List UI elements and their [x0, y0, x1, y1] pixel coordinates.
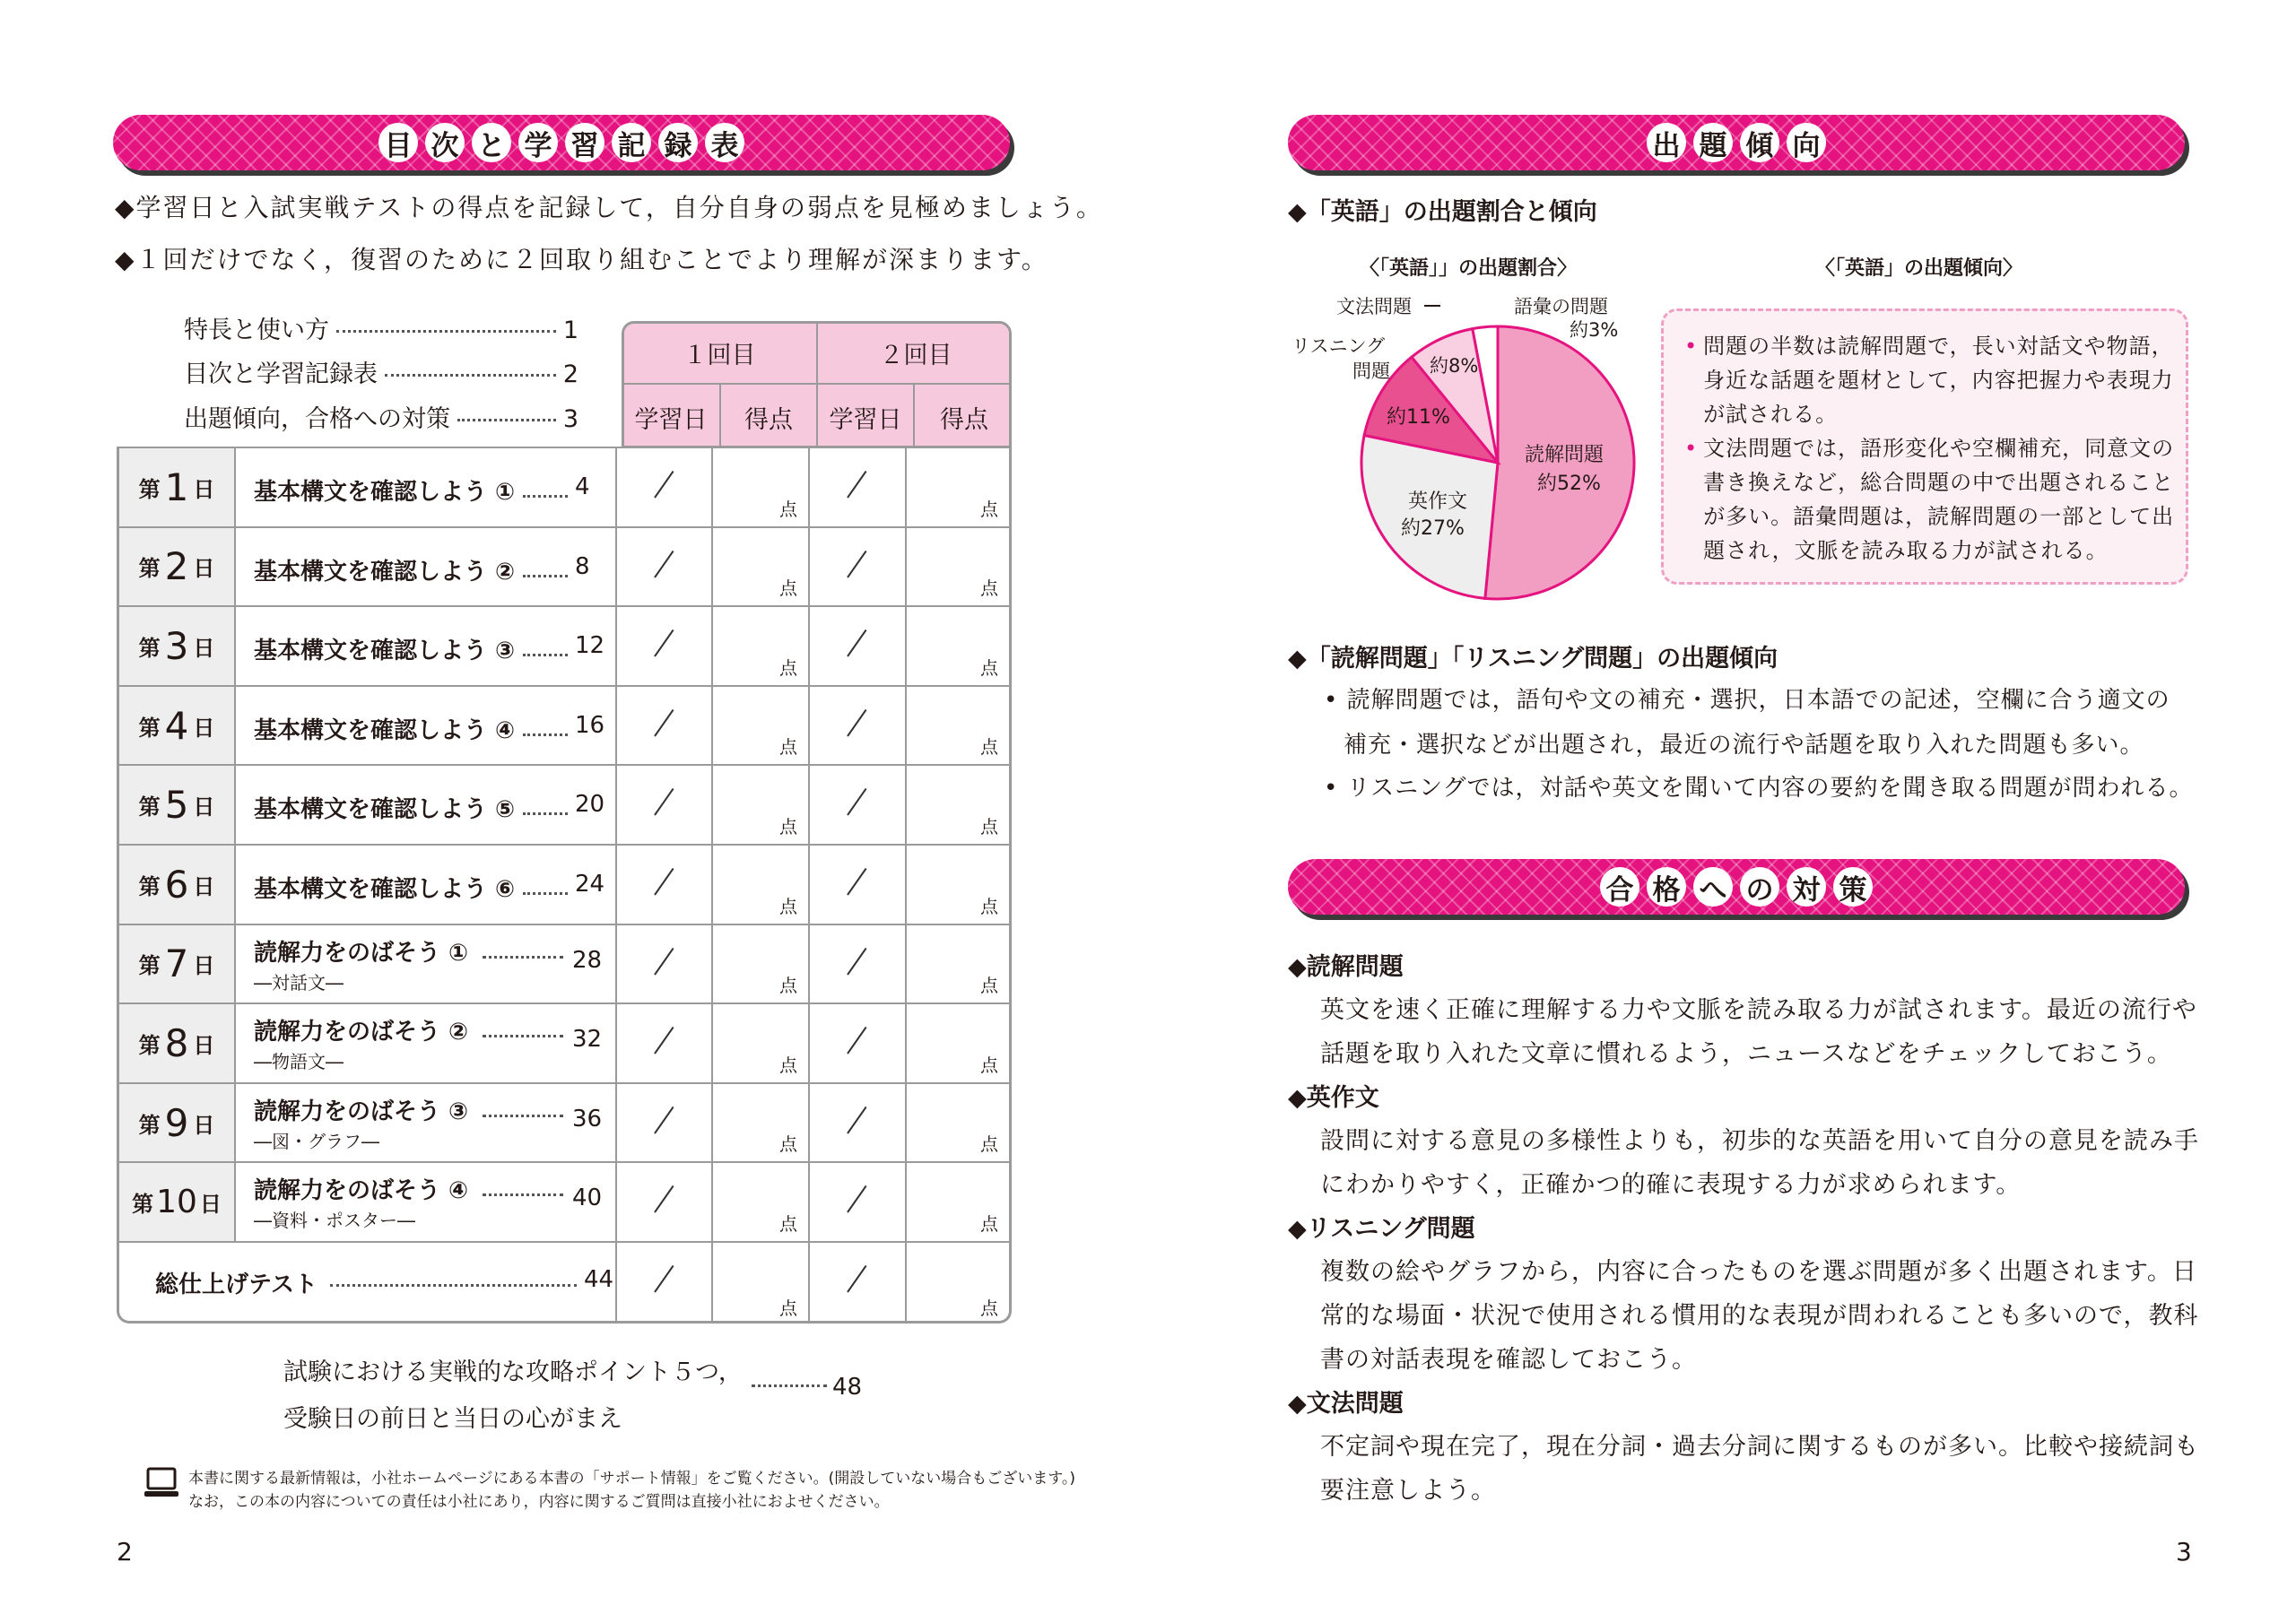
measure-heading: ◆文法問題 [1288, 1390, 1404, 1418]
trend-line: が試される。 [1703, 402, 1839, 427]
score-cell[interactable] [905, 607, 1009, 685]
date-slash [847, 788, 866, 816]
table-row [119, 1084, 1009, 1164]
day-label: 第 10 日 [119, 1163, 236, 1241]
day-label: 第 1 日 [119, 448, 236, 526]
banner-char: 策 [1833, 867, 1873, 907]
support-note-line-2: なお，この本の内容についての責任は小社にあり，内容に関するご質問は直接小社におよせください。 [188, 1493, 890, 1511]
date-slash [654, 1185, 674, 1213]
trend-line: • 文法問題では，語形変化や空欄補充，同意文の [1684, 436, 2175, 461]
table-row [119, 1163, 1009, 1243]
extra-item: 試験における実戦的な攻略ポイント５つ， 受験日の前日と当日の心がまえ 48 [283, 1358, 863, 1433]
measure-text: 書の対話表現を確認しておこう。 [1320, 1346, 1697, 1374]
date-cell[interactable] [808, 687, 905, 765]
trend-line: 身近な話題を題材として，内容把握力や表現力 [1703, 368, 2174, 393]
date-slash [847, 709, 866, 737]
score-unit: 点 [980, 895, 998, 917]
banner-char: 表 [705, 123, 744, 162]
round2-date-header: 学習日 [816, 383, 915, 448]
date-cell[interactable] [808, 1243, 905, 1324]
lesson-title: 読解力をのばそう ② ―物語文― 32 [254, 1019, 603, 1073]
date-cell[interactable] [808, 925, 905, 1003]
score-cell[interactable] [905, 1243, 1009, 1324]
score-unit: 点 [980, 1054, 998, 1076]
pie-label-grammar: 文法問題 [1336, 296, 1412, 317]
banner-char: 対 [1787, 867, 1826, 907]
score-unit: 点 [779, 815, 797, 838]
lesson-title: 読解力をのばそう ① ―対話文― 28 [254, 939, 603, 994]
section2-title: ◆「読解問題」「リスニング問題」の出題傾向 [1288, 645, 1779, 673]
pie-label-composition: 英作文 [1408, 490, 1468, 513]
date-slash [847, 629, 866, 657]
date-cell[interactable] [615, 1084, 712, 1162]
table-row-final: 総仕上げテスト 44 点 点 [119, 1243, 1009, 1324]
trend-line: 題され，文脈を読み取る力が試される。 [1703, 538, 2109, 563]
score-cell[interactable] [711, 687, 808, 765]
section2-line: • リスニングでは，対話や英文を聞いて内容の要約を聞き取る問題が問われる。 [1324, 775, 2194, 802]
lesson-title: 読解力をのばそう ④ ―資料・ポスター― 40 [254, 1177, 603, 1232]
table-row [119, 607, 1009, 687]
lesson-title: 基本構文を確認しよう ① 4 [254, 473, 590, 506]
score-unit: 点 [779, 656, 797, 679]
banner-char: 記 [612, 123, 651, 162]
score-cell[interactable] [711, 1004, 808, 1082]
date-cell[interactable] [615, 766, 712, 844]
date-slash [847, 471, 866, 499]
banner-char: 習 [565, 123, 604, 162]
trend-banner [1288, 115, 2185, 170]
score-unit: 点 [980, 498, 998, 520]
pie-label-reading: 読解問題 [1525, 444, 1605, 466]
toc-banner [113, 115, 1010, 170]
score-unit: 点 [980, 577, 998, 600]
pie-title: 〈「英語」」の出題割合〉 [1360, 257, 1578, 280]
score-unit: 点 [980, 1212, 998, 1235]
day-label: 第 5 日 [119, 766, 236, 844]
score-cell[interactable] [711, 1084, 808, 1162]
pie-label-listening-2: 問題 [1352, 360, 1390, 382]
score-cell[interactable] [905, 448, 1009, 526]
pie-label-listening: リスニング [1292, 335, 1386, 357]
score-unit: 点 [779, 577, 797, 600]
date-slash [654, 1107, 674, 1134]
banner-char: 目 [378, 123, 418, 162]
computer-icon [144, 1465, 179, 1501]
measure-heading: ◆英作文 [1288, 1084, 1379, 1112]
date-slash [654, 1265, 674, 1293]
section1-title: ◆「英語」の出題割合と傾向 [1288, 198, 1597, 226]
pie-label-grammar-pct: 約8% [1430, 355, 1479, 377]
front-matter-item: 特長と使い方 1 [184, 317, 578, 344]
round2-header: ２回目 [816, 322, 1012, 385]
score-unit: 点 [779, 1133, 797, 1156]
lesson-title: 基本構文を確認しよう ④ 16 [254, 711, 605, 744]
score-unit: 点 [779, 1054, 797, 1076]
day-label: 第 6 日 [119, 846, 236, 924]
lead-line-2: ◆１回だけでなく，復習のために２回取り組むことでより理解が深まります。 [115, 245, 1048, 274]
round1-score-header: 得点 [719, 383, 818, 448]
table-row [119, 528, 1009, 608]
score-cell[interactable] [711, 846, 808, 924]
banner-char: 格 [1647, 867, 1686, 907]
date-slash [847, 868, 866, 896]
measure-text: 設問に対する意見の多様性よりも，初歩的な英語を用いて自分の意見を読み手 [1320, 1127, 2199, 1155]
score-unit: 点 [980, 975, 998, 997]
score-cell[interactable] [905, 687, 1009, 765]
date-slash [847, 1027, 866, 1055]
date-slash [654, 1027, 674, 1055]
banner-char: と [472, 123, 511, 162]
bullet-dot: • [1684, 436, 1699, 461]
table-row [119, 448, 1009, 528]
date-slash [654, 551, 674, 578]
date-cell[interactable] [808, 607, 905, 685]
date-cell[interactable] [808, 528, 905, 606]
pie-label-composition-pct: 約27% [1401, 517, 1465, 540]
score-unit: 点 [779, 895, 797, 917]
score-cell[interactable] [905, 766, 1009, 844]
banner-char: 録 [658, 123, 698, 162]
score-unit: 点 [779, 1212, 797, 1235]
lead-line-1: ◆学習日と入試実戦テストの得点を記録して，自分自身の弱点を見極めましょう。 [115, 193, 1103, 222]
banner-char: の [1740, 867, 1779, 907]
banner-char: 題 [1693, 123, 1733, 162]
trend-line: • 問題の半数は読解問題で，長い対話文や物語， [1684, 334, 2174, 359]
banner-char: 出 [1647, 123, 1686, 162]
date-slash [847, 551, 866, 578]
score-unit: 点 [779, 736, 797, 759]
record-table [117, 447, 1012, 1324]
score-cell[interactable] [711, 766, 808, 844]
round1-date-header: 学習日 [622, 383, 721, 448]
score-cell[interactable] [711, 448, 808, 526]
score-cell[interactable] [905, 1163, 1009, 1241]
date-slash [654, 709, 674, 737]
bullet-dot: • [1684, 334, 1699, 359]
date-cell[interactable] [808, 448, 905, 526]
page-number-right: 3 [2176, 1537, 2192, 1567]
measure-heading: ◆リスニング問題 [1288, 1215, 1475, 1243]
trend-line: が多い。語彙問題は，読解問題の一部として出 [1703, 504, 2175, 529]
score-unit: 点 [980, 736, 998, 759]
date-slash [847, 1107, 866, 1134]
lesson-title: 読解力をのばそう ③ ―図・グラフ― 36 [254, 1098, 603, 1152]
date-slash [847, 1185, 866, 1213]
measure-text: にわかりやすく，正確かつ的確に表現する力が求められます。 [1320, 1171, 2022, 1199]
score-unit: 点 [779, 975, 797, 997]
date-cell[interactable] [808, 1004, 905, 1082]
score-cell[interactable] [905, 925, 1009, 1003]
pie-label-vocab: 語彙の問題 [1514, 296, 1608, 317]
date-cell[interactable] [615, 528, 712, 606]
date-cell[interactable] [615, 1004, 712, 1082]
date-slash [654, 948, 674, 976]
pie-label-vocab-pct: 約3% [1570, 319, 1619, 341]
trend-line: 書き換えなど，総合問題の中で出題されること [1703, 470, 2175, 495]
date-slash [847, 948, 866, 976]
date-cell[interactable] [808, 766, 905, 844]
score-cell[interactable] [711, 925, 808, 1003]
lesson-title: 基本構文を確認しよう ③ 12 [254, 632, 605, 665]
measure-text: 複数の絵やグラフから，内容に合ったものを選ぶ問題が多く出題されます。日 [1320, 1258, 2197, 1286]
day-label: 第 3 日 [119, 607, 236, 685]
banner-char: へ [1693, 867, 1733, 907]
support-note-line-1: 本書に関する最新情報は，小社ホームページにある本書の「サポート情報」をご覧ください。(開設していない場合もございます。) [188, 1470, 1076, 1488]
table-row [119, 687, 1009, 767]
date-slash [847, 1265, 866, 1293]
banner-char: 向 [1787, 123, 1826, 162]
score-unit: 点 [980, 815, 998, 838]
score-cell[interactable] [905, 528, 1009, 606]
measure-text: 英文を速く正確に理解する力や文脈を読み取る力が試されます。最近の流行や [1320, 996, 2197, 1024]
table-row [119, 1004, 1009, 1084]
banner-char: 学 [518, 123, 558, 162]
measure-text: 話題を取り入れた文章に慣れるよう，ニュースなどをチェックしておこう。 [1320, 1040, 2172, 1068]
page-number-left: 2 [117, 1537, 133, 1567]
table-row [119, 766, 1009, 846]
score-cell[interactable] [711, 1243, 808, 1324]
day-label: 第 7 日 [119, 925, 236, 1003]
date-slash [654, 629, 674, 657]
lesson-title: 基本構文を確認しよう ⑤ 20 [254, 791, 605, 824]
measure-heading: ◆読解問題 [1288, 953, 1404, 981]
record-table-header [622, 321, 1012, 448]
date-cell[interactable] [615, 607, 712, 685]
score-unit: 点 [980, 1133, 998, 1156]
lesson-title: 基本構文を確認しよう ⑥ 24 [254, 871, 605, 903]
pie-label-listening-pct: 約11% [1387, 406, 1450, 429]
score-cell[interactable] [711, 1163, 808, 1241]
measure-text: 常的な場面・状況で使用される慣用的な表現が問われることも多いので，教科 [1320, 1302, 2199, 1330]
round1-header: １回目 [622, 322, 818, 385]
score-cell[interactable] [905, 1004, 1009, 1082]
day-label: 第 9 日 [119, 1084, 236, 1162]
date-cell[interactable] [615, 1163, 712, 1241]
pie-leader-grammar [1424, 305, 1440, 307]
front-matter-item: 出題傾向，合格への対策 3 [184, 405, 578, 433]
banner-char: 合 [1600, 867, 1639, 907]
date-cell[interactable] [808, 846, 905, 924]
date-cell[interactable] [615, 925, 712, 1003]
score-cell[interactable] [905, 1084, 1009, 1162]
lesson-title: 基本構文を確認しよう ② 8 [254, 552, 590, 586]
date-slash [654, 788, 674, 816]
score-unit: 点 [779, 1298, 797, 1319]
measures-banner [1288, 859, 2185, 915]
date-cell[interactable] [615, 846, 712, 924]
table-row [119, 846, 1009, 925]
table-row [119, 925, 1009, 1005]
score-cell[interactable] [711, 528, 808, 606]
measure-text: 不定詞や現在完了，現在分詞・過去分詞に関するものが多い。比較や接続詞も [1320, 1433, 2199, 1461]
front-matter-item: 目次と学習記録表 2 [184, 360, 578, 388]
score-unit: 点 [980, 656, 998, 679]
day-label: 第 8 日 [119, 1004, 236, 1082]
date-cell[interactable] [615, 687, 712, 765]
score-unit: 点 [779, 498, 797, 520]
section2-line: 補充・選択などが出題され，最近の流行や話題を取り入れた問題も多い。 [1344, 732, 2144, 759]
date-slash [654, 471, 674, 499]
trend-title: 〈「英語」の出題傾向〉 [1815, 257, 2023, 280]
banner-char: 傾 [1740, 123, 1779, 162]
day-label: 第 4 日 [119, 687, 236, 765]
date-slash [654, 868, 674, 896]
day-label: 第 2 日 [119, 528, 236, 606]
score-cell[interactable] [711, 607, 808, 685]
date-cell[interactable] [808, 1084, 905, 1162]
section2-line: • 読解問題では，語句や文の補充・選択，日本語での記述，空欄に合う適文の [1324, 687, 2170, 714]
date-cell[interactable] [615, 1243, 712, 1324]
pie-label-reading-pct: 約52% [1537, 473, 1601, 495]
score-cell[interactable] [905, 846, 1009, 924]
date-cell[interactable] [615, 448, 712, 526]
round2-score-header: 得点 [913, 383, 1012, 448]
score-unit: 点 [980, 1298, 998, 1319]
banner-char: 次 [425, 123, 465, 162]
date-cell[interactable] [808, 1163, 905, 1241]
measure-text: 要注意しよう。 [1320, 1477, 1496, 1505]
